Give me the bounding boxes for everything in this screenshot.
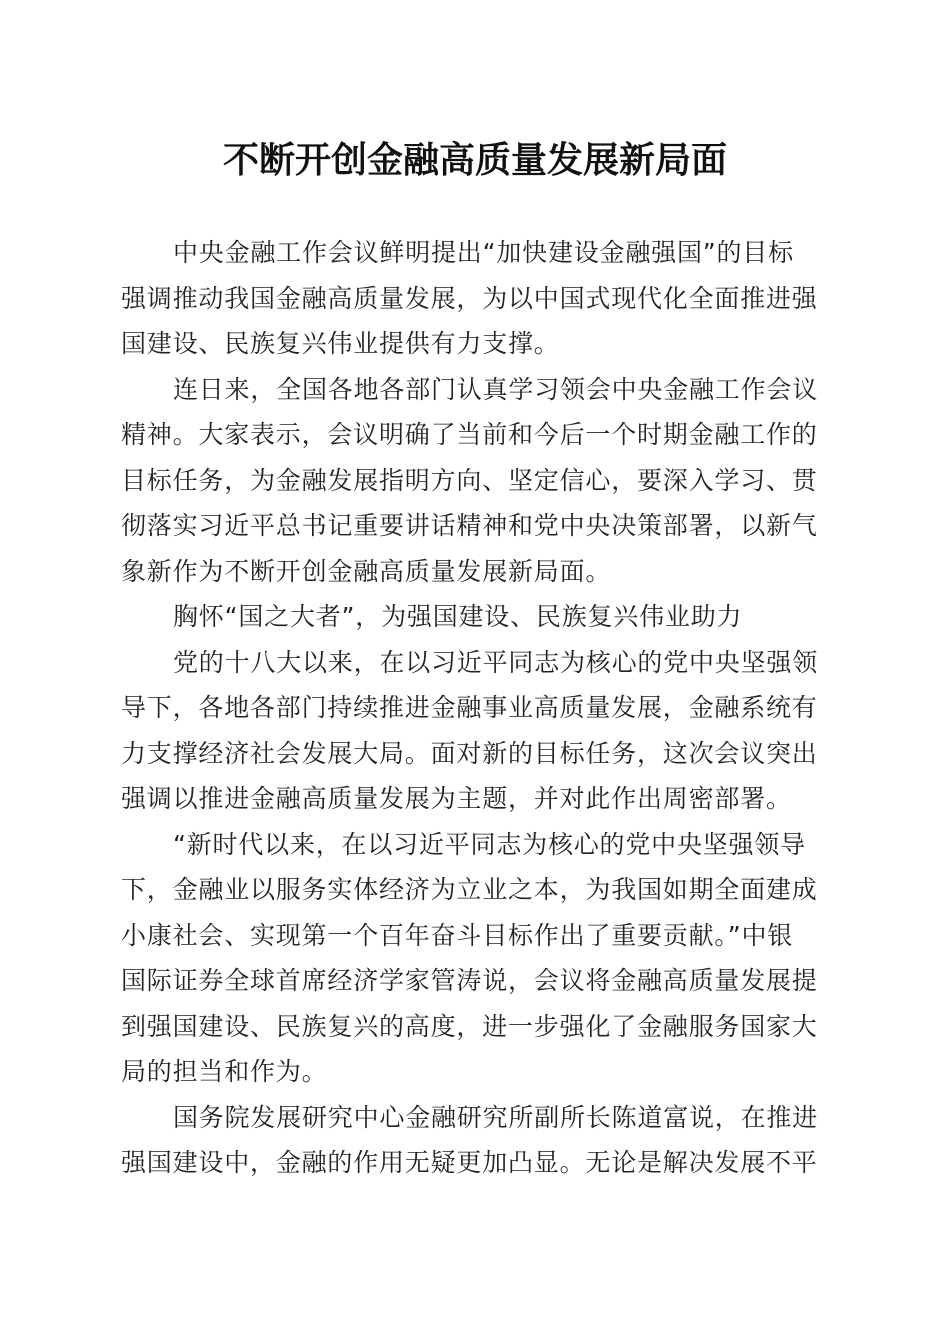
body-line: 党的十八大以来，在以习近平同志为核心的党中央坚强领 bbox=[173, 647, 819, 677]
body-line: 国务院发展研究中心金融研究所副所长陈道富说，在推进 bbox=[173, 1102, 819, 1132]
body-line: 力支撑经济社会发展大局。面对新的目标任务，这次会议突出 bbox=[121, 738, 818, 768]
body-line: 目标任务，为金融发展指明方向、坚定信心，要深入学习、贯 bbox=[121, 465, 818, 495]
document-body bbox=[121, 230, 821, 1186]
body-line: 强国建设中，金融的作用无疑更加凸显。无论是解决发展不平 bbox=[121, 1148, 818, 1177]
body-line: 中央金融工作会议鲜明提出“加快建设金融强国”的目标 bbox=[173, 238, 794, 267]
body-line: 小康社会、实现第一个百年奋斗目标作出了重要贡献。”中银 bbox=[121, 920, 794, 950]
body-line: 导下，各地各部门持续推进金融事业高质量发展，金融系统有 bbox=[121, 693, 818, 722]
body-line: 连日来，全国各地各部门认真学习领会中央金融工作会议 bbox=[173, 374, 819, 404]
body-line: 强调以推进金融高质量发展为主题，并对此作出周密部署。 bbox=[121, 784, 792, 813]
body-line: 国建设、民族复兴伟业提供有力支撑。 bbox=[121, 329, 560, 358]
section-heading: 胸怀“国之大者”，为强国建设、民族复兴伟业助力 bbox=[173, 602, 743, 631]
body-line: 局的担当和作为。 bbox=[121, 1057, 328, 1086]
body-line: “新时代以来，在以习近平同志为核心的党中央坚强领导 bbox=[173, 829, 806, 859]
body-line: 象新作为不断开创金融高质量发展新局面。 bbox=[121, 556, 612, 586]
body-line: 到强国建设、民族复兴的高度，进一步强化了金融服务国家大 bbox=[121, 1011, 818, 1041]
body-line: 国际证券全球首席经济学家管涛说，会议将金融高质量发展提 bbox=[121, 966, 818, 995]
document-title: 不断开创金融高质量发展新局面 bbox=[222, 139, 727, 181]
body-line: 彻落实习近平总书记重要讲话精神和党中央决策部署，以新气 bbox=[121, 511, 818, 540]
body-line: 强调推动我国金融高质量发展，为以中国式现代化全面推进强 bbox=[121, 283, 818, 313]
body-line: 精神。大家表示，会议明确了当前和今后一个时期金融工作的 bbox=[121, 420, 818, 449]
body-line: 下，金融业以服务实体经济为立业之本，为我国如期全面建成 bbox=[121, 875, 818, 904]
